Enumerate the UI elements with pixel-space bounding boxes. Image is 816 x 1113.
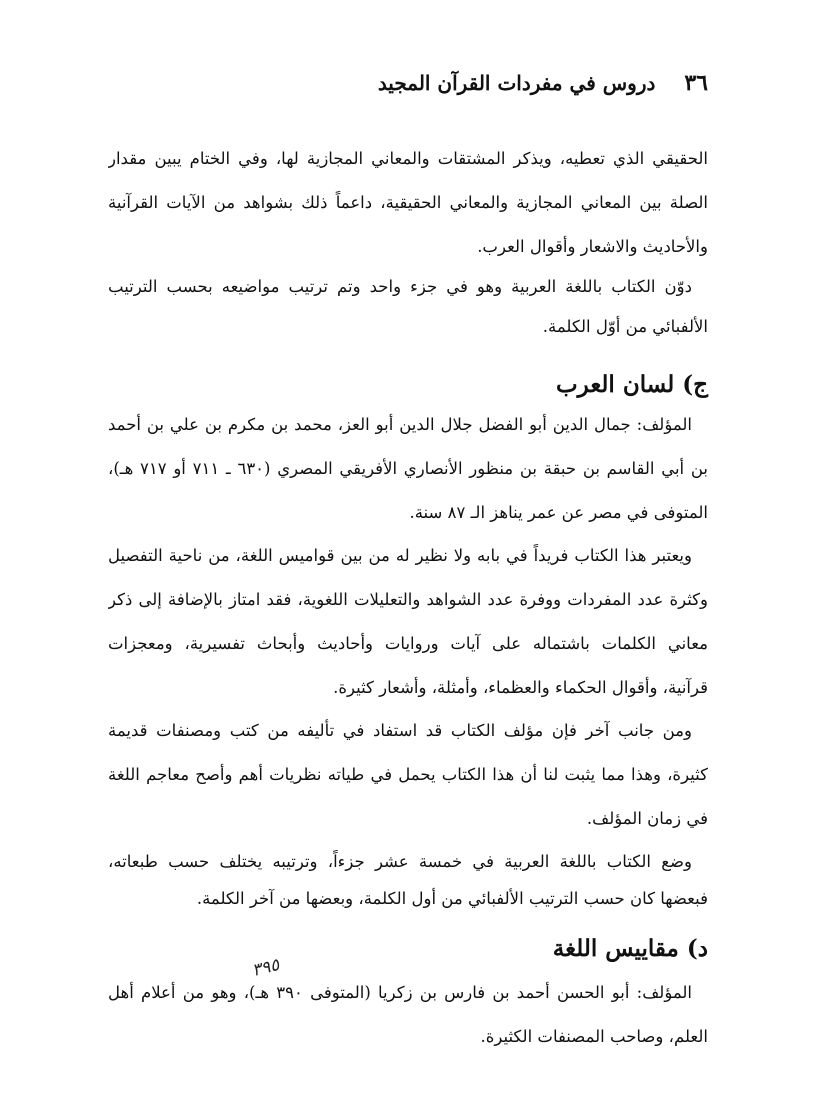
text-line: وضع الكتاب باللغة العربية في خمسة عشر جزءاً، وترتيبه يختلف حسب طبعاته، [108,852,692,871]
page-number: ٣٦ [684,70,708,96]
text-line: المتوفى في مصر عن عمر يناهز الـ ٨٧ سنة. [409,503,708,522]
text-line: والأحاديث والاشعار وأقوال العرب. [477,237,708,256]
section-heading-lisan-al-arab: ج) لسان العرب [555,371,708,398]
text-line: كثيرة، وهذا مما يثبت لنا أن هذا الكتاب يحمل في طياته نظريات أهم وأصح معاجم اللغة [108,765,708,784]
text-line: الصلة بين المعاني المجازية والمعاني الحقيقية، داعماً ذلك بشواهد من الآيات القرآنية [108,193,708,212]
text-line: الحقيقي الذي تعطيه، ويذكر المشتقات والمعاني المجازية لها، وفي الختام يبين مقدار [108,149,708,168]
handwritten-annotation: ٣٩٥ [249,954,282,982]
text-line: الألفبائي من أوّل الكلمة. [542,317,708,336]
text-line: المؤلف: جمال الدين أبو الفضل جلال الدين أبو العز، محمد بن مكرم بن علي بن أحمد [108,415,692,434]
text-line: فبعضها كان حسب الترتيب الألفبائي من أول الكلمة، وبعضها من آخر الكلمة. [196,889,708,908]
text-line: بن أبي القاسم بن حبقة بن منظور الأنصاري الأفريقي المصري (٦٣٠ ـ ٧١١ أو ٧١٧ هـ)، [108,459,708,478]
text-line: دوّن الكتاب باللغة العربية وهو في جزء واحد وتم ترتيب مواضيعه بحسب الترتيب [108,277,692,296]
text-line: العلم، وصاحب المصنفات الكثيرة. [480,1027,708,1046]
running-title: دروس في مفردات القرآن المجيد [377,71,656,95]
text-line: قرآنية، وأقوال الحكماء والعظماء، وأمثلة، وأشعار كثيرة. [333,678,708,697]
page-header [378,70,708,96]
text-line: ويعتبر هذا الكتاب فريداً في بابه ولا نظير له من بين قواميس اللغة، من ناحية التفصيل [108,546,692,565]
text-line: معاني الكلمات باشتماله على آيات وروايات وأحاديث وأبحاث تفسيرية، ومعجزات [108,634,708,653]
section-heading-maqayis-al-lugha: د) مقاييس اللغة [552,935,708,962]
text-line: في زمان المؤلف. [586,809,708,828]
text-line: وكثرة عدد المفردات ووفرة عدد الشواهد والتعليلات اللغوية، فقد امتاز بالإضافة إلى ذكر [108,590,708,609]
text-line: ومن جانب آخر فإن مؤلف الكتاب قد استفاد في تأليفه من كتب ومصنفات قديمة [108,721,692,740]
text-line: المؤلف: أبو الحسن أحمد بن فارس بن زكريا (المتوفى ٣٩٠ هـ)، وهو من أعلام أهل [108,983,692,1002]
